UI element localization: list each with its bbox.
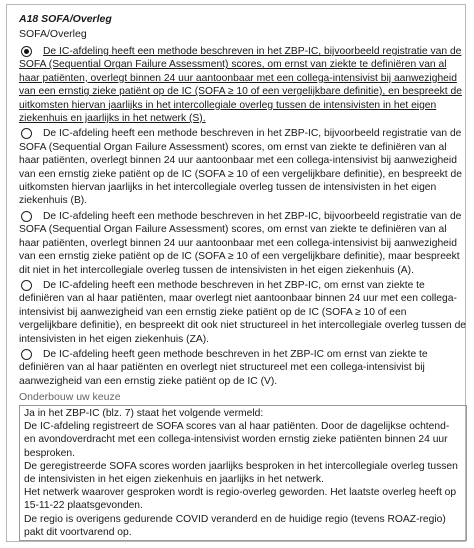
option-a[interactable]	[19, 210, 467, 277]
question-panel	[6, 4, 466, 542]
onderbouw-label: Onderbouw uw keuze	[19, 391, 121, 403]
answer-options	[19, 45, 467, 390]
onderbouw-line: De geregistreerde SOFA scores worden jaarlijks besproken in het intercollegiale overleg tussen de intensivisten in het eigen ziekenhuis en jaarlijks in het netwerk.	[24, 460, 458, 486]
onderbouw-line: De IC-afdeling registreert de SOFA scores van al haar patiënten. Door de dagelijkse ochtend- en avondoverdracht met een collega-intensivist worden ernstig zieke patiënten binnen 24 uur besproken.	[24, 421, 450, 459]
option-s-text: De IC-afdeling heeft een methode beschreven in het ZBP-IC, bijvoorbeeld registratie van de SOFA (Sequential Organ Failure Assessment) scores, om ernst van ziekte te definiëren van al haar patiënten, overlegt binnen 24 uur aantoonbaar met een collega-intensivist bij aanwezigheid van een ernstig zieke patiënt op de IC (SOFA ≥ 10 of een vergelijkbare definitie), en bespreekt de uitkomsten hiervan jaarlijks in het intercollegiale overleg tussen de intensivisten in het eigen ziekenhuis en jaarlijks in het netwerk (S).	[19, 46, 462, 125]
question-title: A18 SOFA/Overleg	[19, 13, 112, 25]
onderbouw-line: Het netwerk waarover gesproken wordt is regio-overleg geworden. Het laatste overleg heeft op 15-11-22 plaatsgevonden.	[24, 487, 457, 512]
onderbouw-line: De regio is overigens gedurende COVID veranderd en de huidige regio (tevens ROAZ-regio) pakt dit voortvarend op.	[24, 513, 446, 538]
option-za[interactable]	[19, 279, 467, 346]
radio-option-s[interactable]	[21, 46, 32, 57]
option-s[interactable]	[19, 45, 467, 125]
option-za-text: De IC-afdeling heeft een methode beschreven in het ZBP-IC, om ernst van ziekte te definiëren van al haar patiënten, maar overlegt niet aantoonbaar binnen 24 uur met een collega-intensivist bij aanwezigheid van een ernstig zieke patiënt op de IC (SOFA ≥ 10 of een vergelijkbare definitie), en bespreekt dit ook niet structureel in het intercollegiale overleg tussen de intensivisten in het eigen ziekenhuis (ZA).	[19, 279, 467, 345]
question-subtitle: SOFA/Overleg	[19, 28, 87, 40]
onderbouw-line: Ja in het ZBP-IC (blz. 7) staat het volgende vermeld:	[24, 408, 264, 419]
radio-option-a[interactable]	[21, 211, 32, 222]
radio-option-b[interactable]	[21, 128, 32, 139]
option-b[interactable]	[19, 127, 467, 207]
onderbouw-textarea[interactable]	[19, 405, 467, 541]
option-b-text: De IC-afdeling heeft een methode beschreven in het ZBP-IC, bijvoorbeeld registratie van de SOFA (Sequential Organ Failure Assessment) scores, om ernst van ziekte te definiëren van al haar patiënten, overlegt binnen 24 uur aantoonbaar met een collega-intensivist bij aanwezigheid van een ernstig zieke patiënt op de IC (SOFA ≥ 10 of een vergelijkbare definitie), en bespreekt de uitkomsten hiervan jaarlijks in het intercollegiale overleg tussen de intensivisten in het eigen ziekenhuis (B).	[19, 128, 462, 207]
option-v-text: De IC-afdeling heeft geen methode beschreven in het ZBP-IC om ernst van ziekte te definiëren van al haar patiënten en overlegt niet structureel met een collega-intensivist bij aanwezigheid van een ernstig zieke patiënt op de IC (V).	[19, 348, 428, 387]
option-a-text: De IC-afdeling heeft een methode beschreven in het ZBP-IC, bijvoorbeeld registratie van de SOFA (Sequential Organ Failure Assessment) scores, om ernst van ziekte te definiëren van al haar patiënten, overlegt binnen 24 uur aantoonbaar met een collega-intensivist bij aanwezigheid van een ernstig zieke patiënt op de IC (SOFA ≥ 10 of een vergelijkbare definitie), maar bespreekt dit niet in het intercollegiale overleg tussen de intensivisten in het eigen ziekenhuis (A).	[19, 210, 462, 276]
option-v[interactable]	[19, 348, 467, 388]
radio-option-za[interactable]	[21, 280, 32, 291]
radio-option-v[interactable]	[21, 349, 32, 360]
